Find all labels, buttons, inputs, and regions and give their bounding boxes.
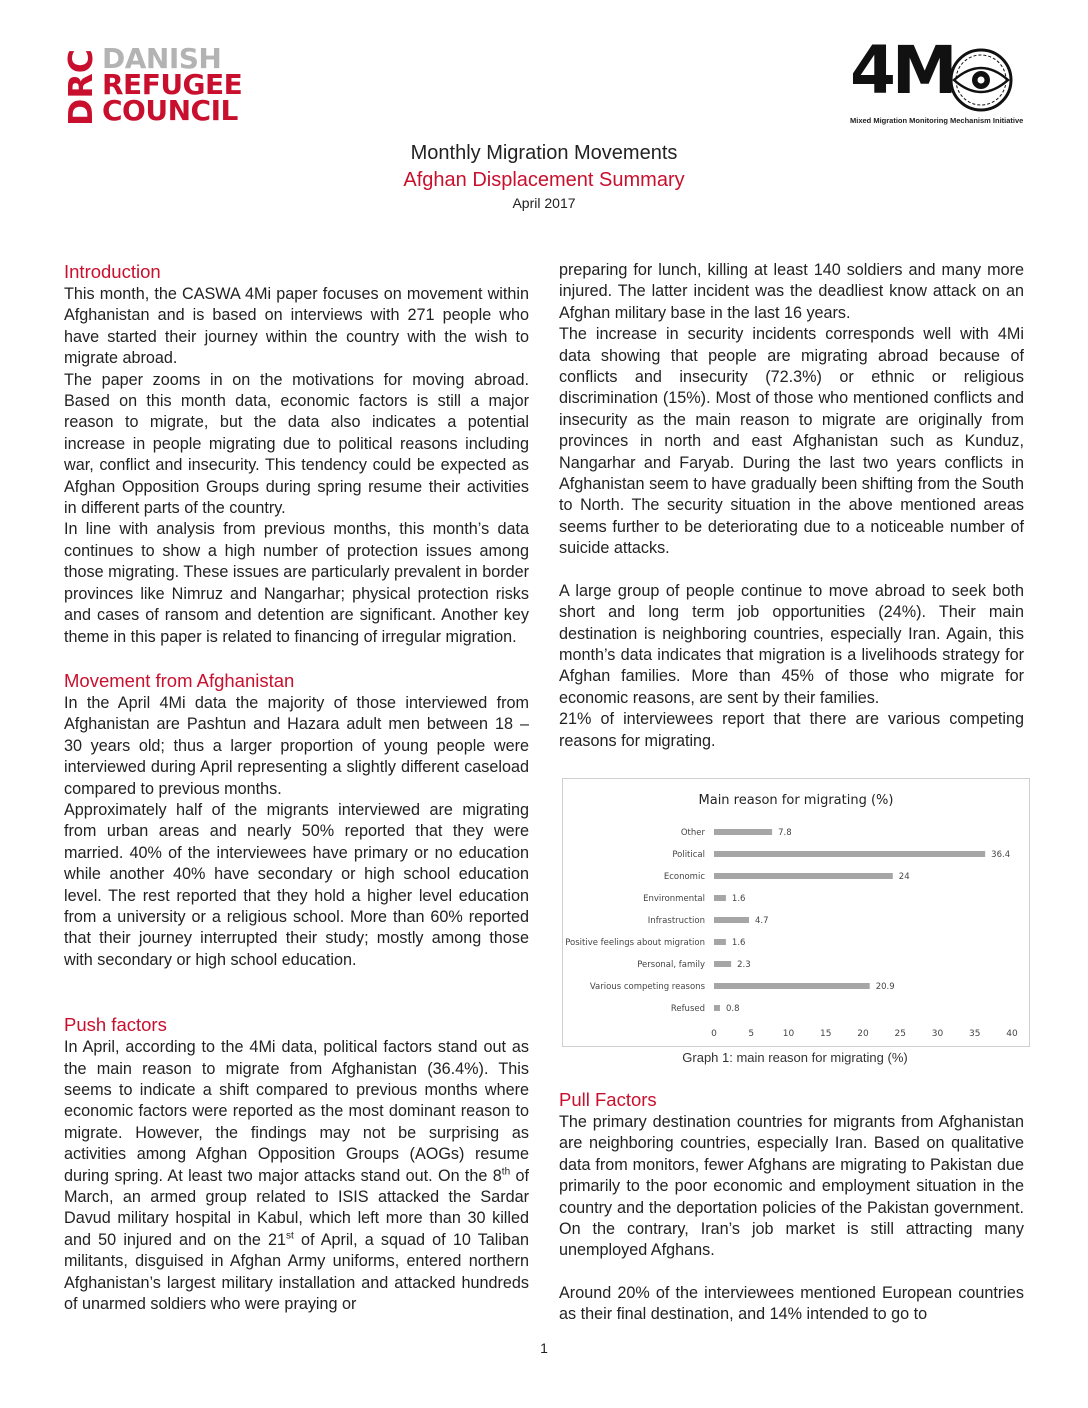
- bar: [714, 939, 726, 945]
- push-factors-paragraph: [64, 1037, 529, 1315]
- 4mi-tagline: Mixed Migration Monitoring Mechanism Initiative: [850, 116, 1024, 125]
- movement-paragraph-2: Approximately half of the migrants interviewed are migrating from urban areas and nearly 50% reported that they were married. 40% of the interviewees have primary or no education while another 40% have secondary or high school education level. The rest reported that they hold a higher level education from a university or a religious school. More than 60% reported that their journey interrupted their study; mostly among those with secondary or high school education.: [64, 800, 529, 969]
- left-column: [64, 260, 529, 1315]
- reason-chart-svg: [563, 779, 1029, 1046]
- category-label: Various competing reasons: [589, 982, 705, 992]
- value-label: 20.9: [875, 982, 895, 992]
- bar: [714, 895, 726, 901]
- value-label: 7.8: [778, 828, 792, 838]
- right-column: [559, 260, 1024, 752]
- drc-letters-icon: [61, 46, 100, 126]
- reason-chart: [562, 778, 1030, 1047]
- pull-factors-heading: Pull Factors: [559, 1089, 657, 1110]
- value-label: 2.3: [737, 960, 751, 970]
- drc-name-line1: DANISH: [102, 42, 222, 75]
- category-label: Economic: [663, 872, 705, 882]
- eye-emblem-icon: [944, 48, 1018, 112]
- doc-title: Monthly Migration Movements: [410, 142, 678, 164]
- drc-letters-text: DRC: [61, 48, 100, 126]
- x-tick-label: 0: [711, 1029, 717, 1039]
- drc-name-line2: REFUGEE: [102, 68, 243, 101]
- movement-heading: Movement from Afghanistan: [64, 669, 295, 691]
- movement-paragraph-1: In the April 4Mi data the majority of those interviewed from Afghanistan are Pashtun and Hazara adult men between 18 – 30 years old; thus a larger proportion of young people were interviewed during April representing a slightly different caseload compared to previous months.: [64, 693, 529, 798]
- category-label: Personal, family: [637, 960, 705, 970]
- x-tick-label: 30: [931, 1029, 944, 1039]
- x-tick-label: 15: [820, 1029, 832, 1039]
- chart-caption: Graph 1: main reason for migrating (%): [682, 1050, 908, 1065]
- x-tick-label: 25: [894, 1029, 906, 1039]
- bar: [714, 829, 772, 835]
- push-sup-st: st: [286, 1230, 294, 1242]
- x-tick-label: 40: [1006, 1029, 1018, 1039]
- page-number: 1: [540, 1340, 548, 1356]
- push-factors-heading: Push factors: [64, 1014, 167, 1036]
- value-label: 0.8: [725, 1004, 740, 1014]
- push-text-c: of April, a squad of 10 Taliban militants, disguised in Afghan Army uniforms, entered northern Afghanistan’s largest military installation and attacked hundreds of unarmed soldiers who were praying or: [64, 1230, 529, 1314]
- category-label: Refused: [670, 1004, 705, 1014]
- pull-paragraph-1: The primary destination countries for migrants from Afghanistan are neighboring countries, especially Iran. Based on qualitative data from monitors, fewer Afghans are migrating to Pakistan due primarily to the poor economic and employment situation in the country and the deportation policies of the Pakistan government. On the contrary, Iran’s job market is still attracting many unemployed Afghans.: [559, 1113, 1024, 1260]
- bar: [714, 961, 731, 967]
- right-paragraph-4: 21% of interviewees report that there are various competing reasons for migrating.: [559, 710, 1024, 750]
- 4mi-mark: 4M: [850, 32, 954, 109]
- pull-paragraph-2: Around 20% of the interviewees mentioned European countries as their final destination, and 14% intended to go to: [559, 1283, 1024, 1324]
- category-label: Positive feelings about migration: [565, 938, 705, 948]
- right-paragraph-3: A large group of people continue to move abroad to seek both short and long term job opportunities (24%). Their main destination is neighboring countries, especially Iran. Again, this month’s data indicates that migration is a livelihoods strategy for Afghan families. More than 45% of those who migrate for economic reasons, are sent by their families.: [559, 581, 1024, 707]
- pull-factors-section: [559, 1088, 1024, 1326]
- intro-paragraph-2: The paper zooms in on the motivations for moving abroad. Based on this month data, economic factors is still a major reason to migrate, but the data also indicates a potential increase in people migrating due to political reasons including war, conflict and insecurity. This tendency could be expected as Afghan Opposition Groups during spring resume their activities in different parts of the country.: [64, 370, 529, 518]
- introduction-heading: Introduction: [64, 261, 161, 282]
- push-text-b: of March, an armed group related to ISIS attacked the Sardar Davud military hospital in Kabul, which left more than 30 killed and 50 injured and on the 21: [64, 1166, 530, 1249]
- intro-paragraph-3: In line with analysis from previous months, this month’s data continues to show a high number of protection issues among those migrating. These issues are particularly prevalent in border provinces like Nimruz and Nangarhar; physical protection risks and cases of ransom and detention are significant. Another key theme in this paper is related to financing of irregular migration.: [64, 520, 529, 646]
- right-paragraph-1: preparing for lunch, killing at least 140 soldiers and many more injured. The latter incident was the deadliest know attack on an Afghan military base in the last 16 years.: [559, 261, 1024, 322]
- doc-subtitle: Afghan Displacement Summary: [403, 169, 685, 191]
- drc-logo: [61, 42, 244, 130]
- category-label: Environmental: [643, 894, 705, 904]
- category-label: Infrastruction: [647, 916, 705, 926]
- bar: [714, 873, 893, 879]
- push-text-a: In April, according to the 4Mi data, political factors stand out as the main reason to migrate from Afghanistan (36.4%). This seems to indicate a shift compared to previous months where economic factors were reported as the most dominant reason to migrate. However, the findings may not be surprising as activities among Afghan Opposition Groups (AOGs) resume during spring. At least two major attacks stand out. On the 8: [64, 1038, 529, 1185]
- category-label: Political: [672, 850, 705, 860]
- value-label: 1.6: [731, 894, 746, 904]
- x-tick-label: 35: [969, 1029, 981, 1039]
- x-tick-label: 20: [857, 1029, 869, 1039]
- push-sup-th: th: [501, 1166, 511, 1178]
- x-tick-label: 5: [748, 1029, 755, 1039]
- intro-paragraph-1: This month, the CASWA 4Mi paper focuses on movement within Afghanistan and is based on interviews with 271 people who have started their journey within the country with the wish to migrate abroad.: [64, 285, 529, 368]
- bar: [714, 1005, 720, 1011]
- bar: [714, 851, 985, 857]
- 4mi-logo: [848, 32, 1024, 130]
- value-label: 36.4: [991, 850, 1011, 860]
- drc-name-line3: COUNCIL: [102, 94, 238, 127]
- value-label: 1.6: [731, 938, 746, 948]
- right-paragraph-2: The increase in security incidents corresponds well with 4Mi data showing that people are migrating abroad because of conflicts and insecurity (72.3%) or ethnic or religious discrimination (15%). Most of those who mentioned conflicts and insecurity as the main reason to migrate are originally from provinces in north and east Afghanistan such as Kunduz, Nangarhar and Faryab. During the last two years conflicts in Afghanistan seem to have gradually been shifting from the South to North. The security situation in the above mentioned areas seems further to be deteriorating due to a noticeable number of suicide attacks.: [559, 325, 1024, 558]
- chart-title: Main reason for migrating (%): [698, 793, 894, 808]
- value-label: 24: [898, 872, 910, 882]
- x-tick-label: 10: [782, 1029, 795, 1039]
- category-label: Other: [680, 828, 705, 838]
- doc-date: April 2017: [512, 195, 576, 211]
- value-label: 4.7: [755, 916, 769, 926]
- bar: [714, 983, 870, 989]
- bar: [714, 917, 749, 923]
